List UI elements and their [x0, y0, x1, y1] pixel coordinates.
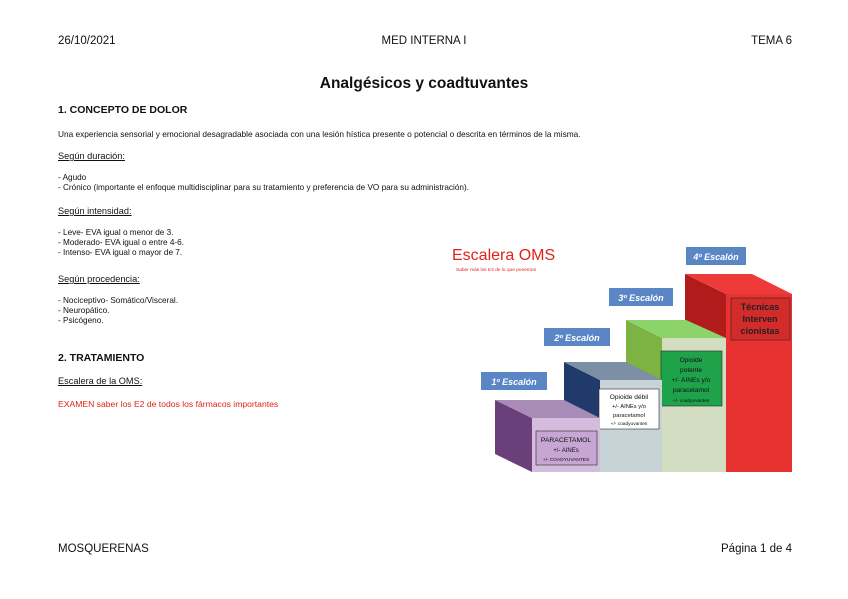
footer-author: MOSQUERENAS [58, 543, 149, 555]
step2-line1: Opioide débil [609, 394, 649, 401]
list-item: - Intenso- EVA igual o mayor de 7. [58, 248, 184, 258]
step3-line3: +/- AINEs y/o [671, 377, 711, 384]
step1-label: 1º Escalón [491, 377, 537, 387]
list-item: - Crónico (importante el enfoque multidisciplinar para su tratamiento y preferencia de VO para su administración). [58, 183, 469, 193]
step2-line4: +/- coadyuvantes [610, 422, 648, 427]
duration-list [58, 173, 469, 193]
page-title: Analgésicos y coadtuvantes [319, 75, 529, 92]
list-item: - Nociceptivo- Somático/Visceral. [58, 296, 178, 306]
exam-note: EXAMEN saber los E2 de todos los fármacos importantes [58, 399, 279, 409]
intensity-list [58, 228, 184, 259]
origin-label: Según procedencia: [58, 274, 140, 284]
origin-list [58, 296, 178, 327]
oms-figure-title: Escalera OMS [452, 247, 556, 264]
section2-heading: 2. TRATAMIENTO [58, 352, 145, 364]
list-item: - Psicógeno. [58, 316, 178, 326]
step2-line3: paracetamol [613, 413, 645, 419]
step4-label: 4º Escalón [693, 252, 739, 262]
list-item: - Leve- EVA igual o menor de 3. [58, 228, 184, 238]
step3-line1: Opioide [679, 357, 703, 364]
step3-line4: paracetamol [672, 387, 710, 394]
step1-line1: PARACETAMOL [540, 437, 592, 444]
section1-heading: 1. CONCEPTO DE DOLOR [58, 104, 188, 116]
step3-line2: potente [680, 367, 702, 374]
step4-line1: Técnicas [740, 302, 780, 312]
header-date: 26/10/2021 [58, 35, 116, 47]
step1-line2: +/- AINEs [553, 448, 579, 454]
oms-ladder-label: Escalera de la OMS: [58, 376, 143, 386]
duration-label: Según duración: [58, 151, 125, 161]
step3-line5: +/- coadyuvantes [672, 399, 710, 404]
step4-line3: cionistas [740, 326, 780, 336]
step4-line2: Interven [742, 314, 778, 324]
step3-label: 3º Escalón [618, 293, 664, 303]
header-course: MED INTERNA I [381, 35, 467, 47]
header-topic: TEMA 6 [751, 35, 792, 47]
list-item: - Moderado- EVA igual o entre 4-6. [58, 238, 184, 248]
oms-ladder-figure [440, 238, 800, 478]
pain-definition: Una experiencia sensorial y emocional desagradable asociada con una lesión hística presente o potencial o descrita en términos de la misma. [58, 129, 581, 139]
footer-page-number: Página 1 de 4 [721, 543, 792, 555]
step2-label: 2º Escalón [554, 333, 600, 343]
list-item: - Agudo [58, 173, 469, 183]
step2-line2: +/- AINEs y/o [612, 404, 646, 410]
step1-line3: +/- COADYUVANTES [542, 458, 590, 463]
oms-figure-subtitle: Saber más los E2 de lo que ponemos [456, 268, 536, 273]
intensity-label: Según intensidad: [58, 206, 132, 216]
list-item: - Neuropático. [58, 306, 178, 316]
